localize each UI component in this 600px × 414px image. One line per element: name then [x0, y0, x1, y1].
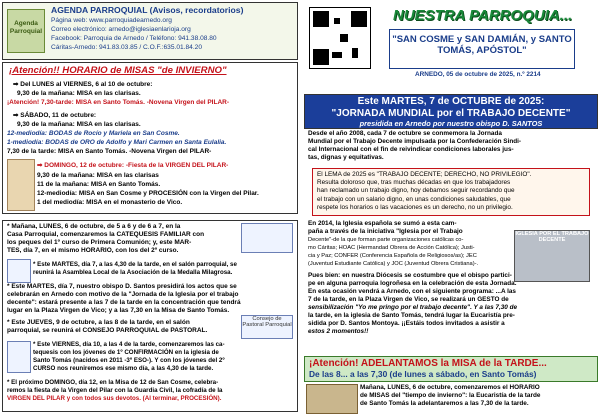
church-2014-3: Decente"-de la que forman parte organizaciones católicas co-: [308, 237, 464, 243]
schedule-saturday-1: 9,30 de la mañana: MISA en las clarisas.: [17, 121, 141, 128]
mass-change-text-1: Mañana, LUNES, 6 de octubre, comenzaremos el HORARIO: [360, 384, 540, 391]
program-7: sidida por D. Santos Montoya. ¡¡Estáis todos invitados a asistir a: [308, 320, 505, 327]
catechesis-image: [241, 223, 293, 253]
program-2: pe en alguna parroquia logroñesa en la celebración de esta Jornada.: [308, 280, 517, 287]
mass-time-change-subtitle: De las 8... a las 7,30 (de lunes a sábado, en Santo Tomás): [309, 369, 537, 379]
parish-name: "SAN COSME y SAN DAMIÁN, y SANTO TOMÁS, APÓSTOL": [389, 29, 575, 69]
newsletter-header: [304, 2, 598, 82]
church-2014-4: mo Cáritas; HOAC (Hermandad Obrera de Acción Católica); Justi-: [308, 245, 475, 251]
agenda-email: Correo electrónico: arnedo@iglesiaenlarioja.org: [51, 26, 191, 33]
notice-1-line3: los peques del 1º curso de Primera Comunión; y, este MAR-: [7, 239, 192, 246]
agenda-facebook: Facebook: Parroquia de Arnedo / Teléfono: 941.38.08.80: [51, 35, 217, 42]
mass-time-change-title: ¡Atención! ADELANTAMOS la MISA de la TARDE...: [309, 358, 547, 369]
article-intro-1: Desde el año 2008, cada 7 de octubre se conmemora la Jornada: [308, 130, 502, 137]
article-intro-2: Mundial por el Trabajo Decente impulsada por la Confederación Sindi-: [308, 138, 522, 145]
schedule-weekday-2: ¡Atención! 7,30-tarde: MISA en Santo Tomás. -Novena Virgen del PILAR-: [7, 99, 229, 106]
notice-4-line2: parroquial, se reunirá el CONSEJO PARROQUIAL de PASTORAL.: [7, 327, 208, 334]
mass-change-text-3: de Santo Tomás la adelantaremos a las 7,30 de la tarde.: [360, 400, 529, 407]
notice-5-line3: Santo Tomás (nacidos en 2011 -3º ESO-). Y con los jóvenes del 2º: [33, 357, 225, 364]
notice-5-line1: * Este VIERNES, día 10, a las 4 de la tarde, comenzaremos las ca-: [33, 341, 225, 348]
notice-1-line1: * Mañana, LUNES, 6 de octubre, de 5 a 6 y de 6 a 7, en la: [7, 223, 181, 230]
schedule-weekday-head: ➡ Del LUNES al VIERNES, 6 al 10 de octubre:: [13, 81, 153, 88]
notices-box: [2, 220, 298, 412]
agenda-header: [2, 2, 298, 60]
decent-work-image: IGLESIA POR EL TRABAJO DECENTE: [514, 230, 590, 282]
virgin-pilar-image: [7, 159, 35, 211]
lema-line2: Resulta doloroso que, tras muchas décadas en que los trabajadores: [317, 179, 511, 187]
notice-3-line3: decente": estará presente a las 7 de la tarde en la concentración que tendrá: [7, 299, 241, 306]
program-6: la tarde, en la iglesia de Santo Tomás, tendrá lugar la Eucaristía pre-: [308, 312, 515, 319]
church-2014-1: En 2014, la Iglesia española se sumó a esta cam-: [308, 220, 457, 227]
church-2014-6: (Juventud Estudiante Católica) y JOC (Juventud Obrera Cristiana)-.: [308, 261, 479, 267]
schedule-sunday-4: 1 del mediodía: MISA en el monasterio de Vico.: [37, 199, 183, 206]
schedule-saturday-3: 1-mediodía: BODAS de ORO de Adolfo y Mari Carmen en Santa Eulalia.: [7, 139, 227, 146]
mass-schedule-box: [2, 62, 298, 214]
notice-3-line4: lugar en la Plaza Virgen de Vico; y a las 7,30 en la Misa de Santo Tomás.: [7, 307, 230, 314]
lema-line3: han reclamado un trabajo digno, hoy debamos seguir recordando que: [317, 187, 515, 195]
schedule-saturday-4: 7,30 de la tarde: MISA en Santo Tomás. -Novena Virgen del PILAR-: [7, 148, 212, 155]
confirmation-image: [7, 341, 31, 373]
schedule-sunday-head: ➡ DOMINGO, 12 de octubre: -Fiesta de la VIRGEN DEL PILAR-: [37, 162, 229, 169]
agenda-title: AGENDA PARROQUIAL (Avisos, recordatorios): [51, 5, 244, 15]
main-headline-banner: [304, 94, 598, 129]
schedule-sunday-3: 12-mediodía: MISA en San Cosme y PROCESIÓN con la Virgen del Pilar.: [37, 190, 259, 197]
program-5: sensibilización "Yo me pringo por el trabajo decente". Y a las 7,30 de: [308, 304, 518, 311]
newsletter-title: NUESTRA PARROQUIA...: [393, 7, 573, 24]
notice-2-line2: reunirá la Asamblea Local de la Asociación de la Medalla Milagrosa.: [33, 269, 233, 276]
pastoral-council-badge: Consejo de Pastoral Parroquial: [241, 315, 293, 339]
program-1: Pues bien: en nuestra Diócesis se costumbre que el obispo partici-: [308, 272, 512, 279]
lema-line5: respete los horarios o las vacaciones es un derecho, no un privilegio.: [317, 203, 513, 211]
right-column: [302, 0, 600, 414]
qr-code-icon: [309, 7, 371, 69]
notice-1-line4: TES, día 7, en el mismo HORARIO, con los del 2º curso.: [7, 247, 179, 254]
notice-6-line1: * El próximo DOMINGO, día 12, en la Misa de 12 de San Cosme, celebra-: [7, 379, 219, 386]
issue-date: ARNEDO, 05 de octubre de 2025, n.º 2214: [415, 71, 541, 78]
mass-schedule-title: ¡Atención!! HORARIO de MISAS "de INVIERNO": [9, 65, 227, 76]
schedule-sunday-2: 11 de la mañana: MISA en Santo Tomás.: [37, 181, 161, 188]
lema-box: [312, 168, 590, 216]
agenda-caritas: Cáritas-Arnedo: 941.83.03.85 / C.O.F.:635.01.84.20: [51, 44, 203, 51]
church-2014-2: paña a través de la iniciativa "Iglesia por el Trabajo: [308, 228, 463, 235]
program-3: En esta ocasión vendrá a Arnedo, con el siguiente programa: ...A las: [308, 288, 516, 295]
schedule-weekday-1: 9,30 de la mañana: MISA en las clarisas.: [17, 90, 141, 97]
headline-line1: Este MARTES, 7 de OCTUBRE de 2025:: [357, 96, 545, 107]
notice-2-line1: * Este MARTES, día 7, a las 4,30 de la tarde, en el salón parroquial, se: [33, 261, 237, 268]
notice-3-line2: celebrarán en Arnedo con motivo de la "Jornada de la Iglesia por el trabajo: [7, 291, 239, 298]
headline-line3: presidida en Arnedo por nuestro obispo D. SANTOS: [359, 119, 543, 128]
schedule-sunday-1: 9,30 de la mañana: MISA en las clarisas: [37, 172, 159, 179]
church-2014-5: cia y Paz; CONFER (Conferencia Española de Religiosos/as); JEC: [308, 253, 477, 259]
mass-time-change-box: [304, 356, 598, 382]
notice-4-line1: * Este JUEVES, 9 de octubre, a las 8 de la tarde, en el salón: [7, 319, 190, 326]
article-intro-4: tas, dignas y equitativas.: [308, 154, 384, 161]
program-4: 7 de la tarde, en la Plaza Virgen de Vico, se realizará un GESTO de: [308, 296, 509, 303]
notice-5-line4: CURSO nos reuniremos ese mismo día, a las 4,30 de la tarde.: [33, 365, 214, 372]
program-8: estos 2 momentos!!: [308, 328, 369, 335]
agenda-logo: Agenda Parroquial: [7, 9, 45, 53]
notice-6-line3: VIRGEN DEL PILAR y con todos sus devotos. (Al terminar, PROCESIÓN).: [7, 395, 222, 402]
article-intro-3: cal Internacional con el fin de reivindicar condiciones laborales jus-: [308, 146, 514, 153]
medal-image: [7, 259, 31, 283]
headline-line2: "JORNADA MUNDIAL por el TRABAJO DECENTE": [331, 108, 571, 119]
lema-line1: El LEMA de 2025 es "TRABAJO DECENTE; DERECHO, NO PRIVILEGIO".: [317, 171, 532, 178]
schedule-saturday-2: 12-mediodía: BODAS de Rocío y Mariela en San Cosme.: [7, 130, 180, 137]
notice-6-line2: remos la fiesta de la Virgen del Pilar con la Guardia Civil, la cofradía de la: [7, 387, 223, 394]
notice-1-line2: Casa Parroquial, comenzaremos la CATEQUESIS FAMILIAR con: [7, 231, 205, 238]
church-image: [306, 384, 358, 414]
schedule-saturday-head: ➡ SÁBADO, 11 de octubre:: [13, 112, 97, 119]
notice-3-line1: * Este MARTES, día 7, nuestro obispo D. Santos presidirá los actos que se: [7, 283, 237, 290]
lema-line4: el trabajo con un salario digno, en unas condiciones saludables, que: [317, 195, 511, 203]
mass-change-text-2: de MISAS del "tiempo de invierno": la Eucaristía de la tarde: [360, 392, 541, 399]
notice-5-line2: tequesis con los jóvenes de 1º CONFIRMACIÓN en la iglesia de: [33, 349, 219, 356]
agenda-web: Página web: www.parroquiadearnedo.org: [51, 17, 172, 24]
